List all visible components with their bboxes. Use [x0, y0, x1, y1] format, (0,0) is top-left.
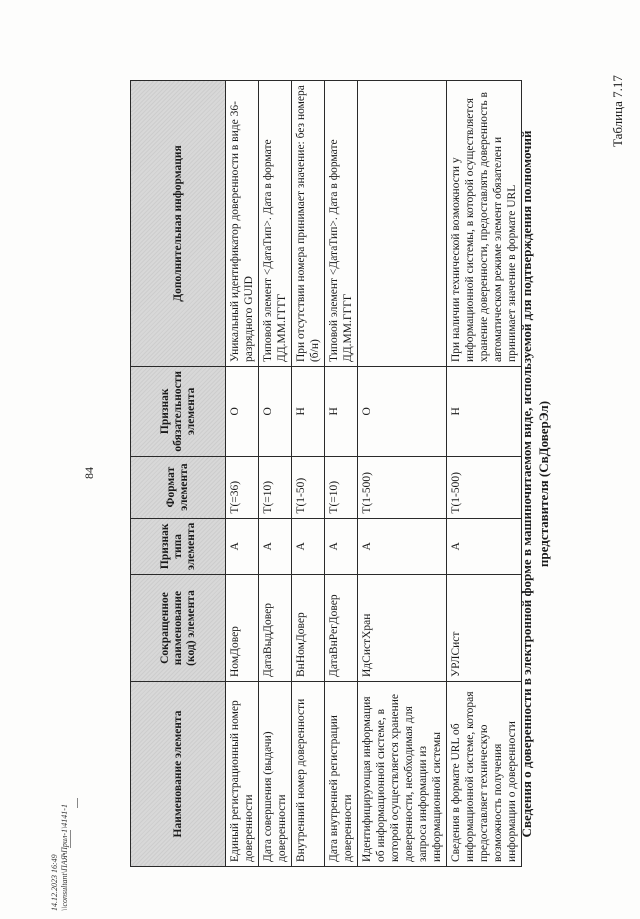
header-cell: Дополнительная информация	[131, 81, 226, 367]
table-label: Таблица 7.17	[610, 75, 625, 147]
cell-element-code: ИдСистХран	[358, 575, 447, 682]
cell-element-type: А	[325, 518, 358, 574]
print-footer	[50, 804, 70, 911]
header-cell: Признак обязательности элемента	[131, 367, 226, 457]
cell-additional-info: При наличии технической возможности у информационной системы, в которой осуществляется хранение доверенности, предоставлять доверенность в автоматическом режиме элемент обязателен и принимает значение в формате URL	[447, 81, 522, 367]
page-number: 84	[82, 467, 96, 479]
cell-element-format: Т(1-500)	[358, 456, 447, 518]
table-row	[358, 81, 447, 867]
cell-additional-info	[358, 81, 447, 367]
cell-element-type: А	[259, 518, 292, 574]
table-row	[259, 81, 292, 867]
table-header-row	[131, 81, 226, 867]
cell-element-name: Единый регистрационный номер доверенности	[226, 682, 259, 867]
cell-element-name: Дата совершения (выдачи) доверенности	[259, 682, 292, 867]
cell-element-code: ДатаВнРегДовер	[325, 575, 358, 682]
cell-element-type: А	[226, 518, 259, 574]
header-cell: Формат элемента	[131, 456, 226, 518]
header-cell: Наименование элемента	[131, 682, 226, 867]
cell-element-format: Т(1-50)	[292, 456, 325, 518]
cell-element-name: Идентифицирующая информация об информационной системе, в которой осуществляется хранение доверенности, необходимая для запроса информации из информационной системы	[358, 682, 447, 867]
cell-element-type: А	[358, 518, 447, 574]
cell-element-name: Дата внутренней регистрации доверенности	[325, 682, 358, 867]
cell-required-flag: Н	[447, 367, 522, 457]
print-path: \\consultant\ПАЯ\Прил-1\4141-1	[60, 804, 69, 911]
cell-element-format: Т(1-500)	[447, 456, 522, 518]
cell-required-flag: Н	[325, 367, 358, 457]
cell-required-flag: О	[259, 367, 292, 457]
cell-element-code: УРЛСист	[447, 575, 522, 682]
cell-additional-info: Уникальный идентификатор доверенности в виде 36-разрядного GUID	[226, 81, 259, 367]
cell-element-type: А	[447, 518, 522, 574]
cell-element-format: Т(=10)	[325, 456, 358, 518]
table-row	[292, 81, 325, 867]
cell-element-name: Внутренний номер доверенности	[292, 682, 325, 867]
header-cell: Признак типа элемента	[131, 518, 226, 574]
cell-required-flag: Н	[292, 367, 325, 457]
table-row	[447, 81, 522, 867]
cell-element-type: А	[292, 518, 325, 574]
cell-element-code: ВнНомДовер	[292, 575, 325, 682]
data-table	[130, 80, 522, 867]
header-cell: Сокращенное наименование (код) элемента	[131, 575, 226, 682]
cell-additional-info: При отсутствии номера принимает значение: без номера (б/н)	[292, 81, 325, 367]
cell-additional-info: Типовой элемент <ДатаТип>. Дата в формате ДД.ММ.ГГГГ	[325, 81, 358, 367]
cell-element-name: Сведения в формате URL об информационной системе, которая предоставляет техническую возможность получения информации о доверенности	[447, 682, 522, 867]
document-title: Сведения о доверенности в электронной форме в машиночитаемом виде, используемой для подтверждения полномочий представителя (СвДоверЭл)	[519, 130, 551, 838]
cell-additional-info: Типовой элемент <ДатаТип>. Дата в формате ДД.ММ.ГГГГ	[259, 81, 292, 367]
print-timestamp: 14.12.2023 16:49	[50, 854, 59, 911]
cell-required-flag: О	[226, 367, 259, 457]
cell-required-flag: О	[358, 367, 447, 457]
table-row	[325, 81, 358, 867]
cell-element-code: ДатаВыдДовер	[259, 575, 292, 682]
cell-element-format: Т(=36)	[226, 456, 259, 518]
cell-element-format: Т(=10)	[259, 456, 292, 518]
table-row	[226, 81, 259, 867]
cell-element-code: НомДовер	[226, 575, 259, 682]
